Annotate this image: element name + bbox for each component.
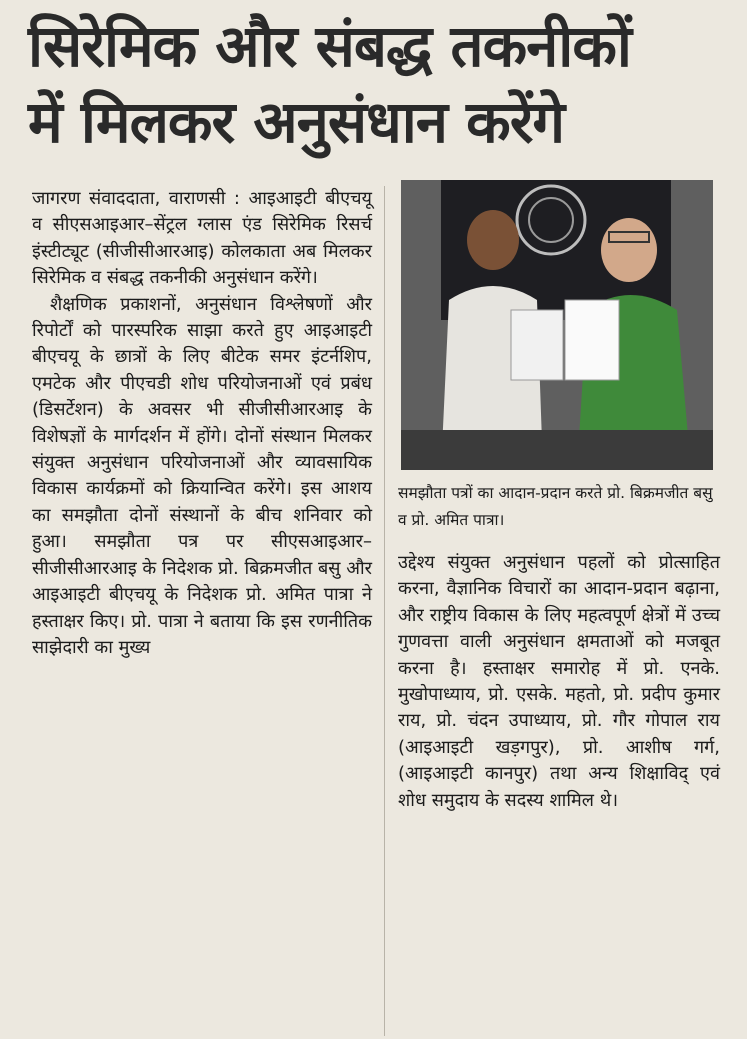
- photo-two-men-exchanging-documents-icon: [401, 180, 713, 470]
- news-photo-illustration: [401, 180, 713, 470]
- photo-caption: समझौता पत्रों का आदान-प्रदान करते प्रो. बिक्रमजीत बसु व प्रो. अमित पात्रा।: [398, 484, 713, 529]
- headline-line-1: सिरेमिक और संबद्ध तकनीकों: [28, 12, 631, 80]
- article-paragraph-2: शैक्षणिक प्रकाशनों, अनुसंधान विश्लेषणों और रिपोर्टों को पारस्परिक साझा करते हुए आइआइटी बीएचयू के छात्रों के लिए बीटेक समर इंटर्नशिप, एमटेक और पीएचडी शोध परियोजनाओं एवं प्रबंध (डिसर्टेशन) के अवसर भी सीजीसीआरआइ के विशेषज्ञों के मार्गदर्शन में होंगे। दोनों संस्थान मिलकर संयुक्त अनुसंधान परियोजनाओं और व्यावसायिक विकास कार्यक्रमों को क्रियान्वित करेंगे। इस आशय का समझौता दोनों संस्थानों के बीच शनिवार को हुआ। समझौता पत्र पर सीएसआइआर–सीजीसीआरआइ के निदेशक प्रो. बिक्रमजीत बसु और आइआइटी बीएचयू के निदेशक प्रो. अमित पात्रा ने हस्ताक्षर किए। प्रो. पात्रा ने बताया कि इस रणनीतिक साझेदारी का मुख्य: [32, 293, 372, 658]
- article-body-left-column: [32, 186, 372, 661]
- column-divider: [384, 186, 385, 1036]
- article-body-right-column: उद्देश्य संयुक्त अनुसंधान पहलों को प्रोत्साहित करना, वैज्ञानिक विचारों का आदान-प्रदान बढ़ाना, और राष्ट्रीय विकास के लिए महत्वपूर्ण क्षेत्रों में उच्च गुणवत्ता वाली अनुसंधान क्षमताओं को मजबूत करना है। हस्ताक्षर समारोह में प्रो. एनके. मुखोपाध्याय, प्रो. एसके. महतो, प्रो. प्रदीप कुमार राय, प्रो. चंदन उपाध्याय, प्रो. गौर गोपाल राय (आइआइटी खड़गपुर), प्रो. आशीष गर्ग, (आइआइटी कानपुर) तथा अन्य शिक्षाविद् एवं शोध समुदाय के सदस्य शामिल थे।: [398, 552, 720, 811]
- article-paragraph-1: जागरण संवाददाता, वाराणसी : आइआइटी बीएचयू व सीएसआइआर–सेंट्रल ग्लास एंड सिरेमिक रिसर्च इंस्टीट्यूट (सीजीसीआरआइ) कोलकाता अब मिलकर सिरेमिक व संबद्ध तकनीकी अनुसंधान करेंगे।: [32, 188, 372, 289]
- article-headline: [28, 8, 728, 160]
- headline-line-2: में मिलकर अनुसंधान करेंगे: [28, 88, 565, 156]
